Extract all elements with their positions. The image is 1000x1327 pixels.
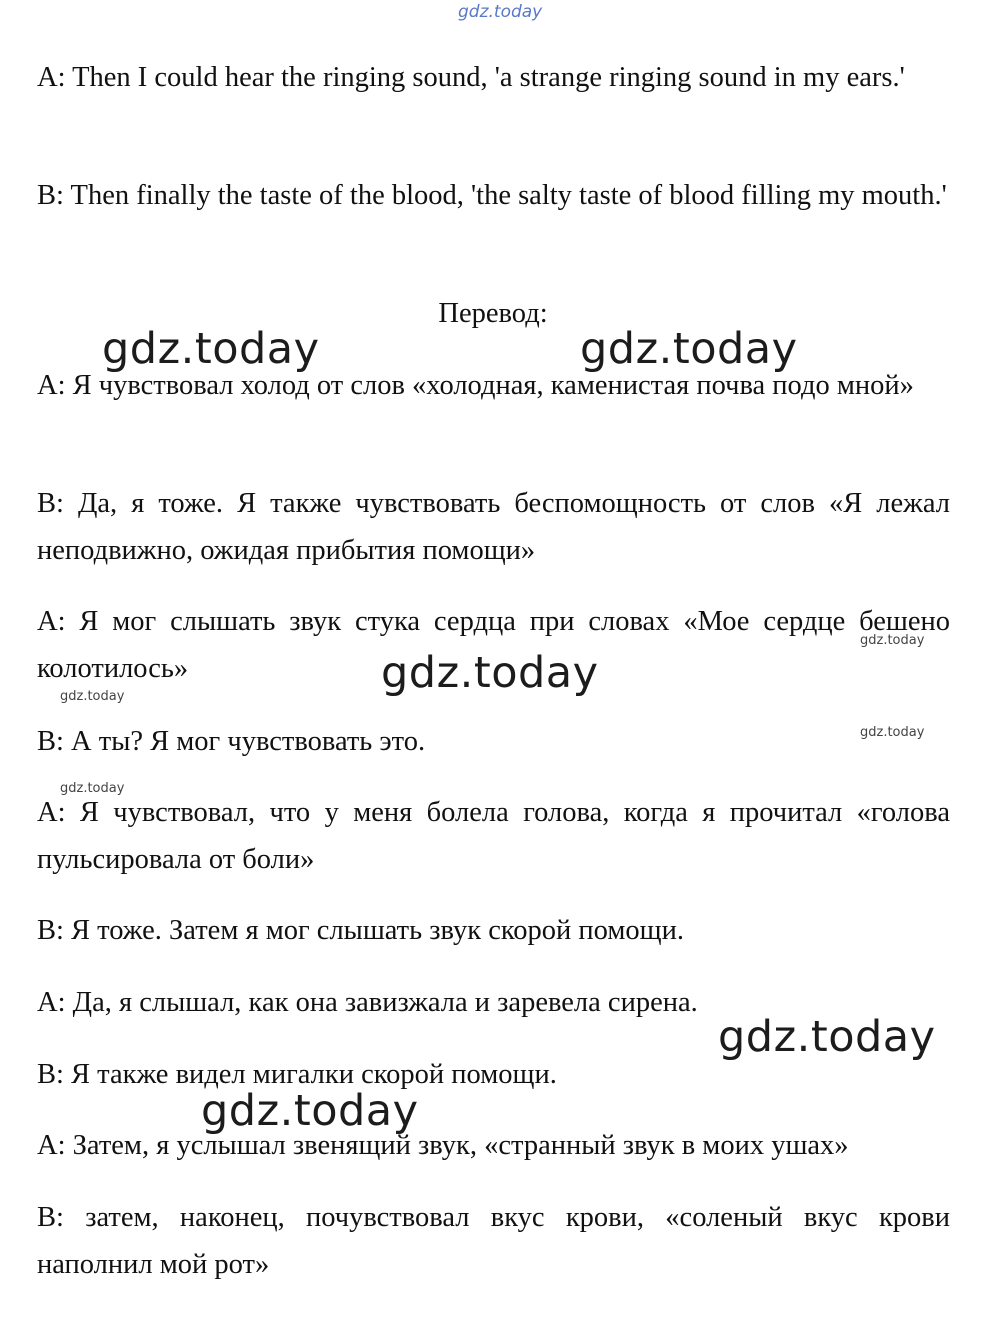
translation-heading: Перевод: — [438, 298, 548, 329]
watermark-small-2: gdz.today — [60, 689, 125, 704]
russian-paragraph-6: B: Я тоже. Затем я мог слышать звук скорой помощи. — [37, 915, 684, 946]
russian-paragraph-5: A: Я чувствовал, что у меня болела голова, когда я прочитал «голова пульсировала от боли» — [37, 797, 950, 875]
watermark-big-2: gdz.today — [580, 324, 798, 374]
russian-paragraph-8: B: Я также видел мигалки скорой помощи. — [37, 1059, 557, 1090]
english-paragraph-1: A: Then I could hear the ringing sound, 'a strange ringing sound in my ears.' — [37, 62, 905, 93]
russian-paragraph-1: A: Я чувствовал холод от слов «холодная, каменистая почва подо мной» — [37, 370, 914, 401]
watermark-big-3: gdz.today — [381, 648, 599, 698]
watermark-big-4: gdz.today — [718, 1012, 936, 1062]
watermark-small-1: gdz.today — [860, 633, 925, 648]
watermark-small-4: gdz.today — [60, 781, 125, 796]
russian-paragraph-10: B: затем, наконец, почувствовал вкус крови, «соленый вкус крови наполнил мой рот» — [37, 1202, 950, 1280]
english-paragraph-2: B: Then finally the taste of the blood, 'the salty taste of blood filling my mouth.' — [37, 180, 947, 211]
watermark-big-1: gdz.today — [102, 324, 320, 374]
watermark-small-3: gdz.today — [860, 725, 925, 740]
russian-paragraph-4: B: А ты? Я мог чувствовать это. — [37, 726, 426, 757]
russian-paragraph-3: A: Я мог слышать звук стука сердца при словах «Мое сердце бешено колотилось» — [37, 606, 950, 684]
russian-paragraph-7: A: Да, я слышал, как она завизжала и заревела сирена. — [37, 987, 698, 1018]
russian-paragraph-9: A: Затем, я услышал звенящий звук, «странный звук в моих ушах» — [37, 1130, 849, 1161]
russian-paragraph-2: B: Да, я тоже. Я также чувствовать беспомощность от слов «Я лежал неподвижно, ожидая прибытия помощи» — [37, 488, 950, 566]
watermark-top: gdz.today — [458, 2, 543, 22]
watermark-big-5: gdz.today — [201, 1086, 419, 1136]
